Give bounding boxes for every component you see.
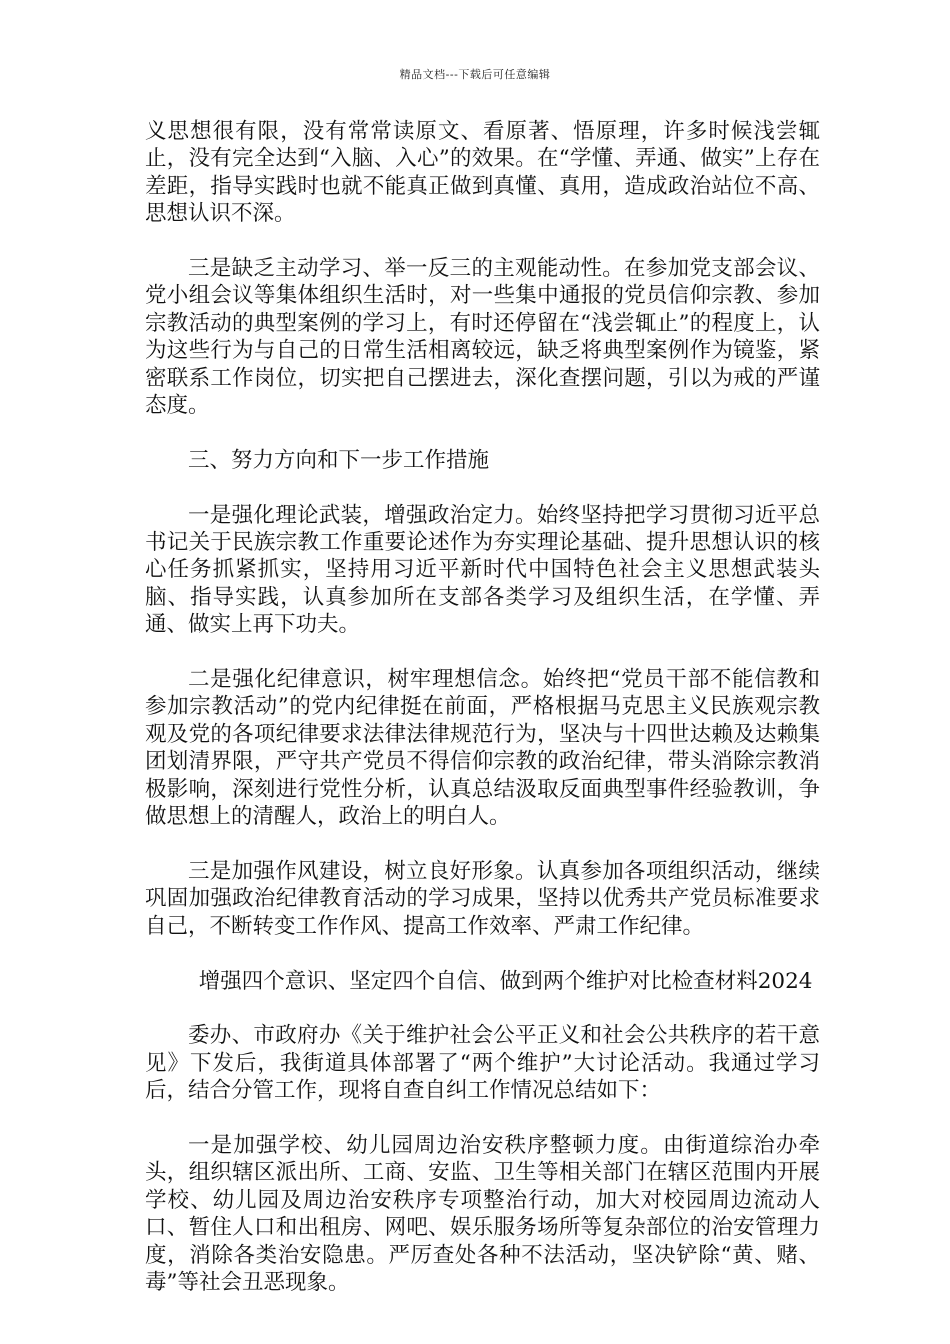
paragraph-problem-three: 三是缺乏主动学习、举一反三的主观能动性。在参加党支部会议、党小组会议等集体组织生活时，对一些集中通报的党员信仰宗教、参加宗教活动的典型案例的学习上，有时还停留在“浅尝辄止”的程度上，认为这些行为与自己的日常生活相离较远，缺乏将典型案例作为镜鉴，紧密联系工作岗位，切实把自己摆进去，深化查摆问题，引以为戒的严谨态度。 (145, 256, 820, 419)
section-heading-measures: 三、努力方向和下一步工作措施 (188, 447, 490, 473)
page-header-note: 精品文档---下载后可任意编辑 (399, 68, 551, 81)
paragraph-measure-two: 二是强化纪律意识，树牢理想信念。始终把“党员干部不能信教和参加宗教活动”的党内纪律挺在前面，严格根据马克思主义民族观宗教观及党的各项纪律要求法律法律规范行为，坚决与十四世达赖及达赖集团划清界限，严守共产党员不得信仰宗教的政治纪律，带头消除宗教消极影响，深刻进行党性分析，认真总结汲取反面典型事件经验教训，争做思想上的清醒人，政治上的明白人。 (145, 667, 820, 830)
document-body (145, 118, 820, 1324)
paragraph-measure-one: 一是强化理论武装，增强政治定力。始终坚持把学习贯彻习近平总书记关于民族宗教工作重要论述作为夯实理论基础、提升思想认识的核心任务抓紧抓实，坚持用习近平新时代中国特色社会主义思想武装头脑、指导实践，认真参加所在支部各类学习及组织生活，在学懂、弄通、做实上再下功夫。 (145, 502, 820, 638)
paragraph-measure-three: 三是加强作风建设，树立良好形象。认真参加各项组织活动，继续巩固加强政治纪律教育活动的学习成果，坚持以优秀共产党员标准要求自己，不断转变工作作风、提高工作效率、严肃工作纪律。 (145, 858, 820, 939)
document-title: 增强四个意识、坚定四个自信、做到两个维护对比检查材料2024 (198, 968, 813, 994)
paragraph-continuation: 义思想很有限，没有常常读原文、看原著、悟原理，许多时候浅尝辄止，没有完全达到“入脑、入心”的效果。在“学懂、弄通、做实”上存在差距，指导实践时也就不能真正做到真懂、真用，造成政治站位不高、思想认识不深。 (145, 119, 820, 227)
paragraph-intro: 委办、市政府办《关于维护社会公平正义和社会公共秩序的若干意见》下发后，我街道具体部署了“两个维护”大讨论活动。我通过学习后，结合分管工作，现将自查自纠工作情况总结如下： (145, 1023, 820, 1104)
paragraph-item-one: 一是加强学校、幼儿园周边治安秩序整顿力度。由街道综治办牵头，组织辖区派出所、工商、安监、卫生等相关部门在辖区范围内开展学校、幼儿园及周边治安秩序专项整治行动，加大对校园周边流动人口、暂住人口和出租房、网吧、娱乐服务场所等复杂部位的治安管理力度，消除各类治安隐患。严厉查处各种不法活动，坚决铲除“黄、赌、毒”等社会丑恶现象。 (145, 1132, 820, 1295)
